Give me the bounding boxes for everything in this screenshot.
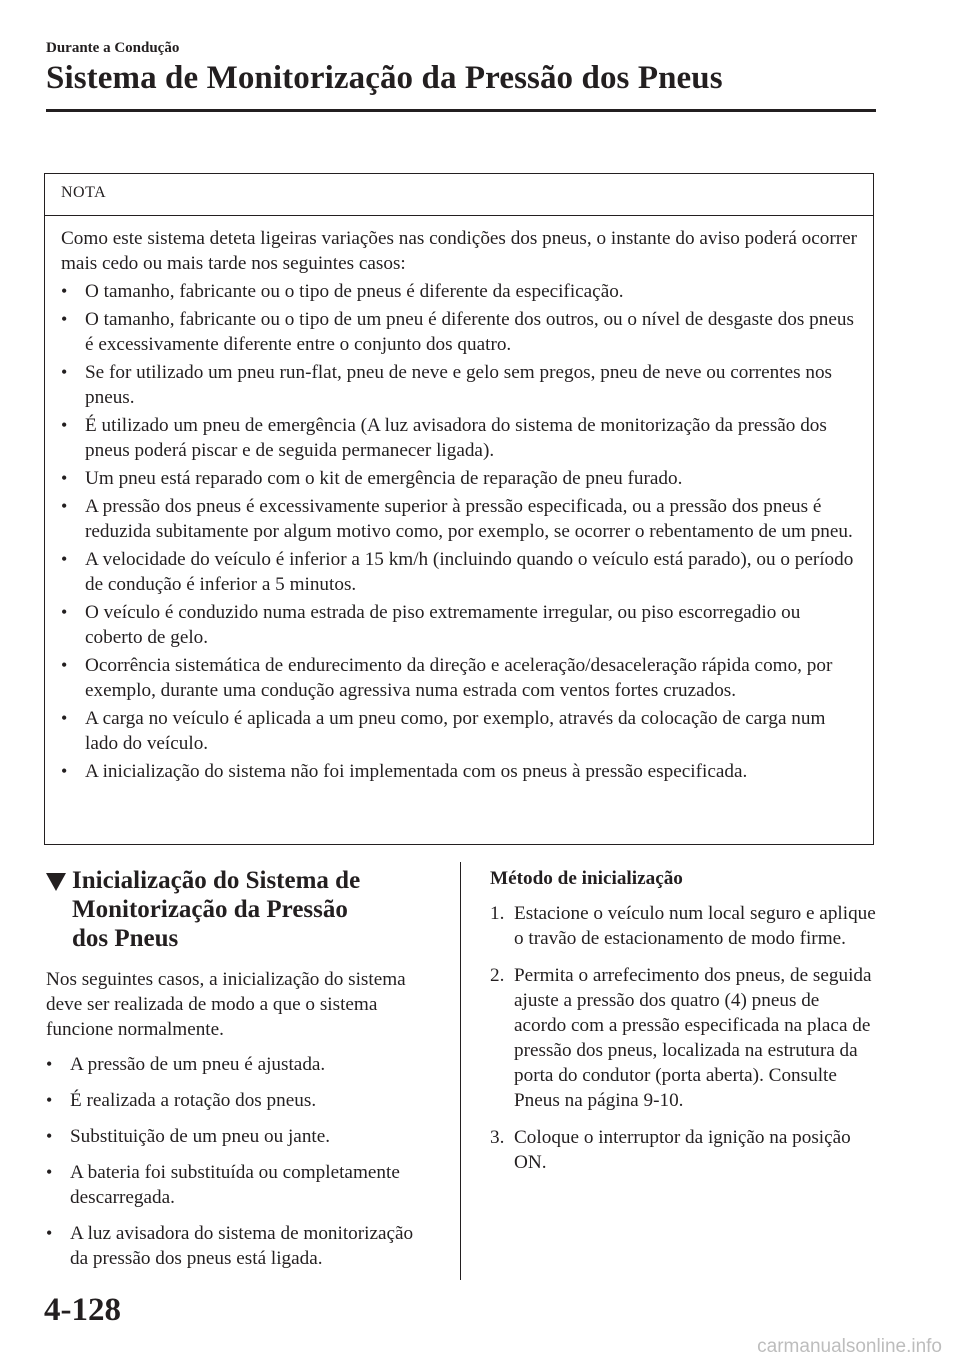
cases-list: [46, 1052, 434, 1271]
step-item: [490, 901, 876, 951]
section-heading: [46, 866, 434, 953]
section-name: Durante a Condução: [46, 40, 180, 56]
case-item: • Substituição de um pneu ou jante.: [46, 1124, 434, 1149]
right-column: [490, 866, 876, 1187]
triangle-down-icon: [46, 873, 66, 891]
note-list: [61, 279, 859, 784]
note-item: • O tamanho, fabricante ou o tipo de um pneu é diferente dos outros, ou o nível de desgaste dos pneus é excessivamente diferente entre o conjunto dos quatro.: [61, 307, 859, 357]
note-body: [45, 216, 873, 784]
section-heading-line: dos Pneus: [72, 925, 179, 952]
step-number: 3.: [490, 1127, 505, 1148]
note-item: • A pressão dos pneus é excessivamente superior à pressão especificada, ou a pressão dos pneus é reduzida subitamente por algum motivo como, por exemplo, se ocorrer o rebentamento de um pneu.: [61, 494, 859, 544]
note-item: • A carga no veículo é aplicada a um pneu como, por exemplo, através da colocação de carga num lado do veículo.: [61, 706, 859, 756]
step-number: 2.: [490, 965, 505, 986]
step-text: Permita o arrefecimento dos pneus, de seguida ajuste a pressão dos quatro (4) pneus de acordo com a pressão especificada na placa de pressão dos pneus, localizada na estrutura da porta do condutor (porta aberta). Consulte Pneus na página 9-10.: [514, 965, 872, 1111]
step-number: 1.: [490, 903, 505, 924]
case-item: • A pressão de um pneu é ajustada.: [46, 1052, 434, 1077]
note-box: [44, 173, 874, 845]
page-number: 4-128: [44, 1292, 121, 1328]
step-item: [490, 963, 876, 1113]
step-item: [490, 1125, 876, 1175]
note-item: • É utilizado um pneu de emergência (A luz avisadora do sistema de monitorização da pressão dos pneus poderá piscar e de seguida permanecer ligada).: [61, 413, 859, 463]
section-intro: Nos seguintes casos, a inicialização do sistema deve ser realizada de modo a que o sistema funcione normalmente.: [46, 969, 406, 1040]
page-title: Sistema de Monitorização da Pressão dos Pneus: [46, 60, 723, 96]
steps-list: [490, 901, 876, 1175]
section-heading-line: Monitorização da Pressão: [72, 896, 348, 923]
note-label: NOTA: [45, 174, 873, 216]
method-title: Método de inicialização: [490, 868, 683, 889]
column-divider: [460, 862, 461, 1280]
note-item: • O veículo é conduzido numa estrada de piso extremamente irregular, ou piso escorregadio ou coberto de gelo.: [61, 600, 859, 650]
note-item: • O tamanho, fabricante ou o tipo de pneus é diferente da especificação.: [61, 279, 859, 304]
case-item: • A bateria foi substituída ou completamente descarregada.: [46, 1160, 434, 1210]
title-divider: [46, 109, 876, 112]
step-text: Estacione o veículo num local seguro e aplique o travão de estacionamento de modo firme.: [514, 903, 876, 949]
note-item: • A inicialização do sistema não foi implementada com os pneus à pressão especificada.: [61, 759, 859, 784]
note-intro: Como este sistema deteta ligeiras variações nas condições dos pneus, o instante do aviso poderá ocorrer mais cedo ou mais tarde nos seguintes casos:: [61, 228, 858, 274]
case-item: • É realizada a rotação dos pneus.: [46, 1088, 434, 1113]
case-item: • A luz avisadora do sistema de monitorização da pressão dos pneus está ligada.: [46, 1221, 434, 1271]
left-column: [46, 866, 434, 1282]
note-item: • Um pneu está reparado com o kit de emergência de reparação de pneu furado.: [61, 466, 859, 491]
step-text: Coloque o interruptor da ignição na posição ON.: [514, 1127, 851, 1173]
note-item: • Ocorrência sistemática de endurecimento da direção e aceleração/desaceleração rápida como, por exemplo, durante uma condução agressiva numa estrada com ventos fortes cruzados.: [61, 653, 859, 703]
watermark: carmanualsonline.info: [757, 1336, 942, 1357]
note-item: • Se for utilizado um pneu run-flat, pneu de neve e gelo sem pregos, pneu de neve ou correntes nos pneus.: [61, 360, 859, 410]
note-item: • A velocidade do veículo é inferior a 15 km/h (incluindo quando o veículo está parado), ou o período de condução é inferior a 5 minutos.: [61, 547, 859, 597]
section-heading-line: Inicialização do Sistema de: [72, 867, 361, 894]
